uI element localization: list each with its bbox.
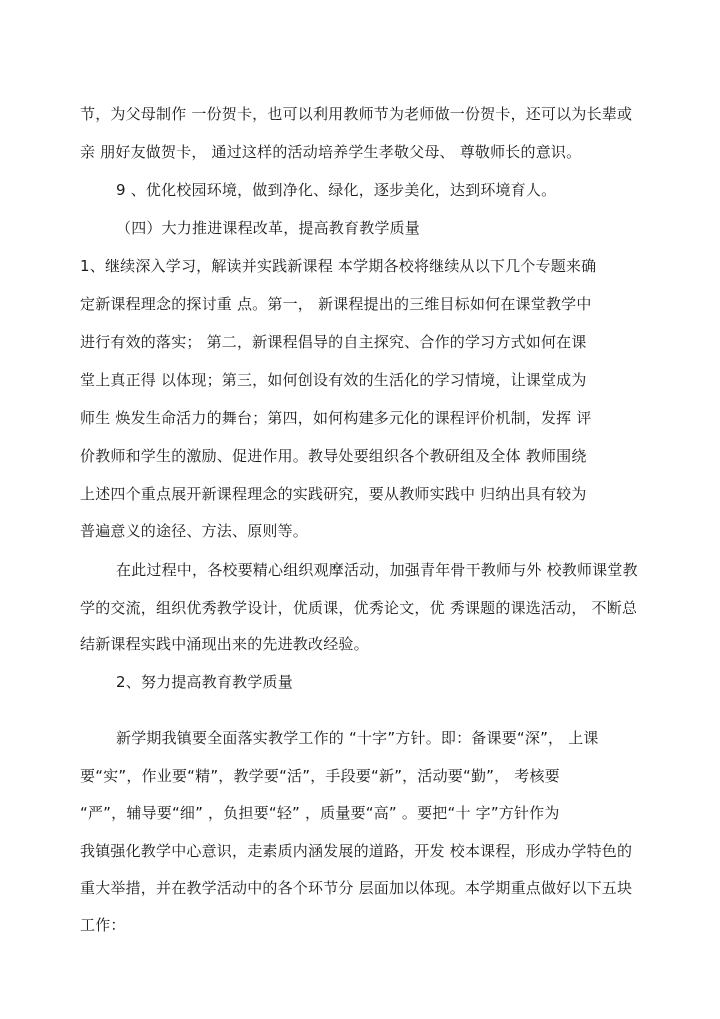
list-item-1: 1、继续深入学习，解读并实践新课程 本学期各校将继续从以下几个专题来确 xyxy=(80,257,597,275)
section-heading: （四）大力推进课程改革，提高教育教学质量 xyxy=(116,219,421,237)
paragraph-line: 新学期我镇要全面落实教学工作的 “十字”方针。即：备课要“深”， 上课 xyxy=(116,729,599,747)
paragraph-line: 工作： xyxy=(80,916,126,934)
paragraph-line: 学的交流，组织优秀教学设计，优质课，优秀论文，优 秀课题的课选活动， 不断总 xyxy=(80,599,638,617)
paragraph-line: 进行有效的落实； 第二，新课程倡导的自主探究、合作的学习方式如何在课 xyxy=(80,333,587,351)
paragraph-line: 亲 朋好友做贺卡， 通过这样的活动培养学生孝敬父母、 尊敬师长的意识。 xyxy=(80,143,582,161)
list-item-2: 2、努力提高教育教学质量 xyxy=(116,673,293,691)
paragraph-line: 堂上真正得 以体现；第三，如何创设有效的生活化的学习情境，让课堂成为 xyxy=(80,371,587,389)
paragraph-line: “严”，辅导要“细” ，负担要“轻” ，质量要“高” 。要把“十 字”方针作为 xyxy=(80,804,560,822)
paragraph-line: 结新课程实践中涌现出来的先进教改经验。 xyxy=(80,635,369,653)
paragraph-line: 普遍意义的途径、方法、原则等。 xyxy=(80,522,309,540)
paragraph-line: 节，为父母制作 一份贺卡，也可以利用教师节为老师做一份贺卡，还可以为长辈或 xyxy=(80,105,633,123)
list-item-9: 9 、优化校园环境，做到净化、绿化，逐步美化，达到环境育人。 xyxy=(116,181,557,199)
paragraph-line: 要“实”，作业要“精”，教学要“活”，手段要“新”，活动要“勤”， 考核要 xyxy=(80,767,560,785)
paragraph-line: 师生 焕发生命活力的舞台；第四，如何构建多元化的课程评价机制，发挥 评 xyxy=(80,409,592,427)
paragraph-line: 价教师和学生的激励、促进作用。教导处要组织各个教研组及全体 教师围绕 xyxy=(80,447,587,465)
paragraph-line: 在此过程中，各校要精心组织观摩活动，加强青年骨干教师与外 校教师课堂教 xyxy=(116,561,638,579)
paragraph-line: 上述四个重点展开新课程理念的实践研究，要从教师实践中 归纳出具有较为 xyxy=(80,485,587,503)
paragraph-line: 定新课程理念的探讨重 点。第一， 新课程提出的三维目标如何在课堂教学中 xyxy=(80,295,592,313)
paragraph-line: 我镇强化教学中心意识，走素质内涵发展的道路，开发 校本课程，形成办学特色的 xyxy=(80,842,633,860)
paragraph-line: 重大举措，并在教学活动中的各个环节分 层面加以体现。本学期重点做好以下五块 xyxy=(80,879,633,897)
